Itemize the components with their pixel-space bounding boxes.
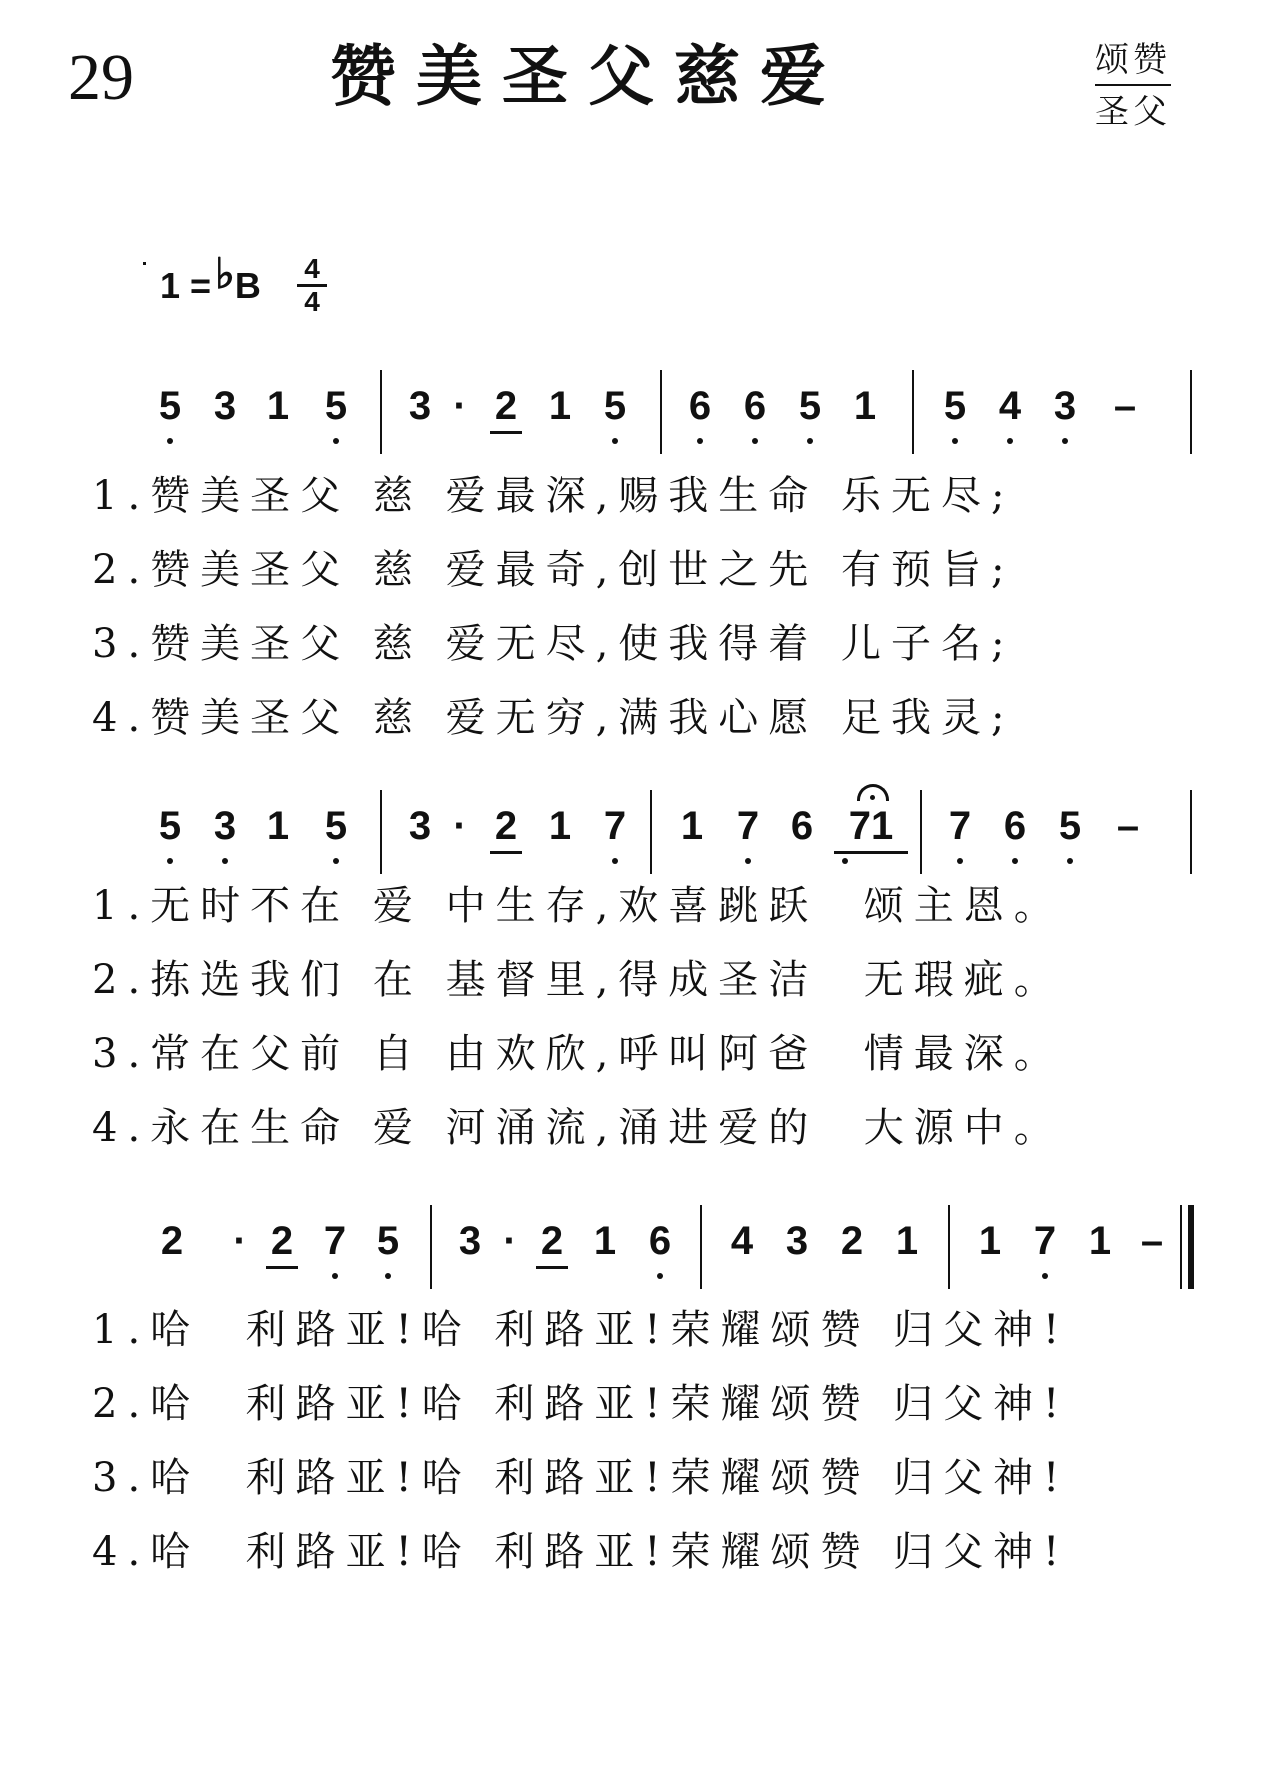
note: 3 [785, 1219, 809, 1263]
notation-line-1 [0, 380, 1280, 476]
barline [920, 790, 922, 874]
dash: – [1140, 1219, 1164, 1263]
note: 1 [593, 1219, 617, 1263]
note: 3 [205, 800, 245, 852]
note: 6 [680, 380, 720, 432]
augmentation-dot: · [453, 384, 467, 428]
note: 2 [262, 1215, 302, 1267]
note: 7 [595, 800, 635, 852]
meter-top: 4 [297, 254, 327, 287]
fermata-icon [857, 784, 889, 801]
lyric-line: 2.拣选我们 在 基督里,得成圣洁 无瑕疵。 [92, 957, 1064, 1003]
note: 1 [266, 384, 290, 428]
barline [948, 1205, 950, 1289]
note: 3 [458, 1219, 482, 1263]
note: 3 [213, 384, 237, 428]
note: 1 [853, 384, 877, 428]
note: 6 [995, 800, 1035, 852]
barline [380, 790, 382, 874]
note: 7 [940, 800, 980, 852]
barline [430, 1205, 432, 1289]
note: 1 [978, 1219, 1002, 1263]
note: 5 [790, 380, 830, 432]
note: 1 [680, 804, 704, 848]
barline [912, 370, 914, 454]
lyric-line: 4.永在生命 爱 河涌流,涌进爱的 大源中。 [92, 1105, 1064, 1151]
augmentation-dot: · [453, 804, 467, 848]
barline [700, 1205, 702, 1289]
note: 6 [640, 1215, 680, 1267]
barline [660, 370, 662, 454]
note-pair-digits: 71 [848, 804, 894, 848]
note: 5 [150, 800, 190, 852]
note: 4 [730, 1219, 754, 1263]
note: 5 [316, 800, 356, 852]
lyric-line: 1.赞美圣父 慈 爱最深,赐我生命 乐无尽; [92, 473, 1015, 519]
dash: – [1113, 384, 1137, 428]
note: 3 [408, 384, 432, 428]
note: 1 [548, 804, 572, 848]
hymn-number: 29 [68, 41, 134, 114]
lyric-line: 3.常在父前 自 由欢欣,呼叫阿爸 情最深。 [92, 1031, 1064, 1077]
note: 5 [595, 380, 635, 432]
note: 5 [150, 380, 190, 432]
hymn-title: 赞美圣父慈爱 [330, 38, 846, 115]
barline [650, 790, 652, 874]
notation-line-3 [0, 1215, 1280, 1311]
note: 1 [895, 1219, 919, 1263]
barline [1190, 370, 1192, 454]
barline [380, 370, 382, 454]
lyric-line: 3.赞美圣父 慈 爱无尽,使我得着 儿子名; [92, 621, 1015, 667]
time-signature [297, 254, 327, 317]
note: 3 [1045, 380, 1085, 432]
key-signature [160, 250, 261, 308]
flat-symbol: ♭ [215, 250, 235, 297]
category-primary: 颂赞 [1095, 38, 1171, 86]
note: 5 [368, 1215, 408, 1267]
final-barline-thick [1188, 1205, 1194, 1289]
note: 4 [990, 380, 1030, 432]
note: 5 [935, 380, 975, 432]
note: 5 [316, 380, 356, 432]
print-speck [143, 262, 146, 265]
final-barline-thin [1180, 1205, 1182, 1289]
note: 2 [532, 1215, 572, 1267]
key-letter: B [234, 265, 261, 306]
note: 2 [840, 1219, 864, 1263]
note: 1 [1088, 1219, 1112, 1263]
note-pair [832, 800, 910, 852]
note: 2 [486, 800, 526, 852]
note: 7 [728, 800, 768, 852]
lyric-line: 4.哈 利路亚!哈 利路亚!荣耀颂赞 归父神! [92, 1529, 1070, 1575]
lyric-line: 4.赞美圣父 慈 爱无穷,满我心愿 足我灵; [92, 695, 1015, 741]
lyric-line: 1.哈 利路亚!哈 利路亚!荣耀颂赞 归父神! [92, 1307, 1070, 1353]
barline [1190, 790, 1192, 874]
note: 6 [735, 380, 775, 432]
note: 2 [486, 380, 526, 432]
note: 5 [1050, 800, 1090, 852]
note: 3 [408, 804, 432, 848]
lyric-line: 1.无时不在 爱 中生存,欢喜跳跃 颂主恩。 [92, 883, 1064, 929]
augmentation-dot: · [233, 1219, 247, 1263]
augmentation-dot: · [503, 1219, 517, 1263]
lyric-line: 2.赞美圣父 慈 爱最奇,创世之先 有预旨; [92, 547, 1015, 593]
note: 2 [160, 1219, 184, 1263]
dash: – [1116, 804, 1140, 848]
lyric-line: 2.哈 利路亚!哈 利路亚!荣耀颂赞 归父神! [92, 1381, 1070, 1427]
note: 7 [315, 1215, 355, 1267]
lyric-line: 3.哈 利路亚!哈 利路亚!荣耀颂赞 归父神! [92, 1455, 1070, 1501]
note: 7 [1025, 1215, 1065, 1267]
beam [834, 851, 908, 854]
note: 1 [548, 384, 572, 428]
category-secondary: 圣父 [1095, 92, 1171, 132]
meter-bottom: 4 [304, 286, 320, 317]
note: 6 [790, 804, 814, 848]
key-prefix: 1 = [160, 265, 212, 306]
note: 1 [266, 804, 290, 848]
